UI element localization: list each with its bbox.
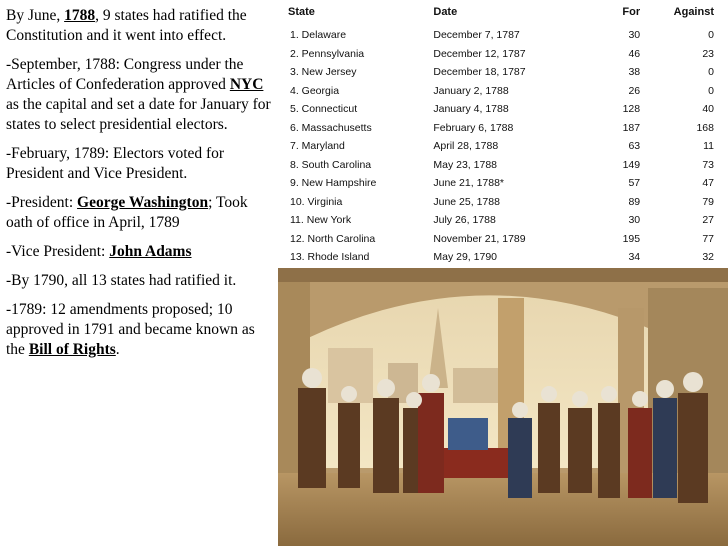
cell-against: 168 bbox=[696, 121, 714, 134]
cell-date: December 18, 1787 bbox=[433, 66, 526, 79]
cell-state: 11. New York bbox=[290, 214, 352, 227]
text-segment: , 9 states had ratified the Constitution and it went into effect. bbox=[6, 7, 247, 44]
table-row bbox=[282, 82, 724, 101]
cell-for: 149 bbox=[622, 158, 641, 171]
table-row bbox=[282, 174, 724, 193]
cell-state: 1. Delaware bbox=[290, 29, 347, 42]
cell-for: 57 bbox=[628, 177, 641, 190]
cell-for: 187 bbox=[622, 121, 641, 134]
cell-against: 0 bbox=[708, 84, 714, 97]
cell-state: 2. Pennsylvania bbox=[290, 47, 365, 60]
cell-against: 32 bbox=[702, 251, 714, 264]
cell-for: 26 bbox=[628, 84, 641, 97]
link-bill-of-rights[interactable]: Bill of Rights bbox=[28, 341, 116, 358]
table-row bbox=[282, 230, 724, 249]
cell-date: December 7, 1787 bbox=[433, 29, 520, 42]
cell-date: February 6, 1788 bbox=[433, 121, 514, 134]
cell-for: 30 bbox=[628, 29, 641, 42]
paragraph-1788 bbox=[6, 6, 276, 46]
header-against: Against bbox=[673, 6, 714, 18]
header-for: For bbox=[622, 6, 641, 18]
text-segment: ; Took oath of office in April, 1789 bbox=[6, 194, 248, 231]
paragraph-president bbox=[6, 193, 276, 233]
ratification-table bbox=[282, 4, 724, 267]
cell-state: 4. Georgia bbox=[290, 84, 340, 97]
link-nyc[interactable]: NYC bbox=[229, 76, 264, 93]
header-date: Date bbox=[433, 6, 458, 18]
link-1788[interactable]: 1788 bbox=[64, 7, 96, 24]
cell-state: 8. South Carolina bbox=[290, 158, 372, 171]
cell-for: 128 bbox=[622, 103, 641, 116]
paragraph-amendments bbox=[6, 300, 276, 360]
cell-state: 12. North Carolina bbox=[290, 232, 376, 245]
table-row bbox=[282, 119, 724, 138]
cell-for: 30 bbox=[628, 214, 641, 227]
cell-state: 7. Maryland bbox=[290, 140, 345, 153]
cell-for: 46 bbox=[628, 47, 641, 60]
table-header-row bbox=[282, 4, 724, 26]
cell-against: 47 bbox=[702, 177, 714, 190]
cell-state: 10. Virginia bbox=[290, 195, 343, 208]
cell-against: 40 bbox=[702, 103, 714, 116]
cell-date: January 2, 1788 bbox=[433, 84, 509, 97]
cell-for: 195 bbox=[622, 232, 641, 245]
cell-state: 3. New Jersey bbox=[290, 66, 357, 79]
link-george-washington[interactable]: George Washington bbox=[77, 194, 209, 211]
cell-for: 63 bbox=[628, 140, 641, 153]
paragraph-vice-president bbox=[6, 242, 276, 262]
text-segment: as the capital and set a date for January for states to select presidential electors. bbox=[6, 96, 271, 133]
table-row bbox=[282, 137, 724, 156]
cell-against: 0 bbox=[708, 29, 714, 42]
cell-date: July 26, 1788 bbox=[433, 214, 496, 227]
cell-against: 0 bbox=[708, 66, 714, 79]
cell-state: 6. Massachusetts bbox=[290, 121, 372, 134]
paragraph-february: -February, 1789: Electors voted for President and Vice President. bbox=[6, 145, 225, 182]
cell-date: May 29, 1790 bbox=[433, 251, 498, 264]
paragraph-1790: -By 1790, all 13 states had ratified it. bbox=[6, 272, 237, 289]
table-row bbox=[282, 248, 724, 267]
cell-against: 77 bbox=[702, 232, 714, 245]
cell-for: 89 bbox=[628, 195, 641, 208]
table-row bbox=[282, 211, 724, 230]
cell-date: June 21, 1788* bbox=[433, 177, 505, 190]
cell-date: April 28, 1788 bbox=[433, 140, 499, 153]
text-segment: -President: bbox=[6, 194, 78, 211]
cell-state: 9. New Hampshire bbox=[290, 177, 377, 190]
table-row bbox=[282, 100, 724, 119]
table-row bbox=[282, 193, 724, 212]
washington-inauguration-painting bbox=[278, 268, 728, 546]
table-row bbox=[282, 26, 724, 45]
slide-text bbox=[6, 6, 276, 369]
text-segment: -1789: 12 amendments proposed; 10 approved in 1791 and became known as the bbox=[6, 301, 255, 358]
cell-against: 27 bbox=[702, 214, 714, 227]
painting-illustration bbox=[278, 268, 728, 546]
paragraph-september bbox=[6, 55, 276, 135]
text-segment: By June, bbox=[6, 7, 65, 24]
link-john-adams[interactable]: John Adams bbox=[109, 243, 192, 260]
cell-state: 5. Connecticut bbox=[290, 103, 358, 116]
table-row bbox=[282, 156, 724, 175]
cell-against: 73 bbox=[702, 158, 714, 171]
cell-date: May 23, 1788 bbox=[433, 158, 498, 171]
cell-for: 38 bbox=[628, 66, 641, 79]
cell-date: January 4, 1788 bbox=[433, 103, 509, 116]
table-row bbox=[282, 45, 724, 64]
table-body bbox=[282, 26, 724, 267]
cell-for: 34 bbox=[628, 251, 641, 264]
cell-against: 11 bbox=[703, 140, 714, 153]
text-segment: -Vice President: bbox=[6, 243, 110, 260]
header-state: State bbox=[288, 6, 315, 18]
cell-date: December 12, 1787 bbox=[433, 47, 526, 60]
text-segment: -September, 1788: Congress under the Articles of Confederation approved bbox=[6, 56, 244, 93]
cell-state: 13. Rhode Island bbox=[290, 251, 370, 264]
cell-date: June 25, 1788 bbox=[433, 195, 500, 208]
table-row bbox=[282, 63, 724, 82]
cell-against: 79 bbox=[702, 195, 714, 208]
cell-against: 23 bbox=[702, 47, 714, 60]
cell-date: November 21, 1789 bbox=[433, 232, 526, 245]
text-segment: . bbox=[115, 341, 120, 358]
